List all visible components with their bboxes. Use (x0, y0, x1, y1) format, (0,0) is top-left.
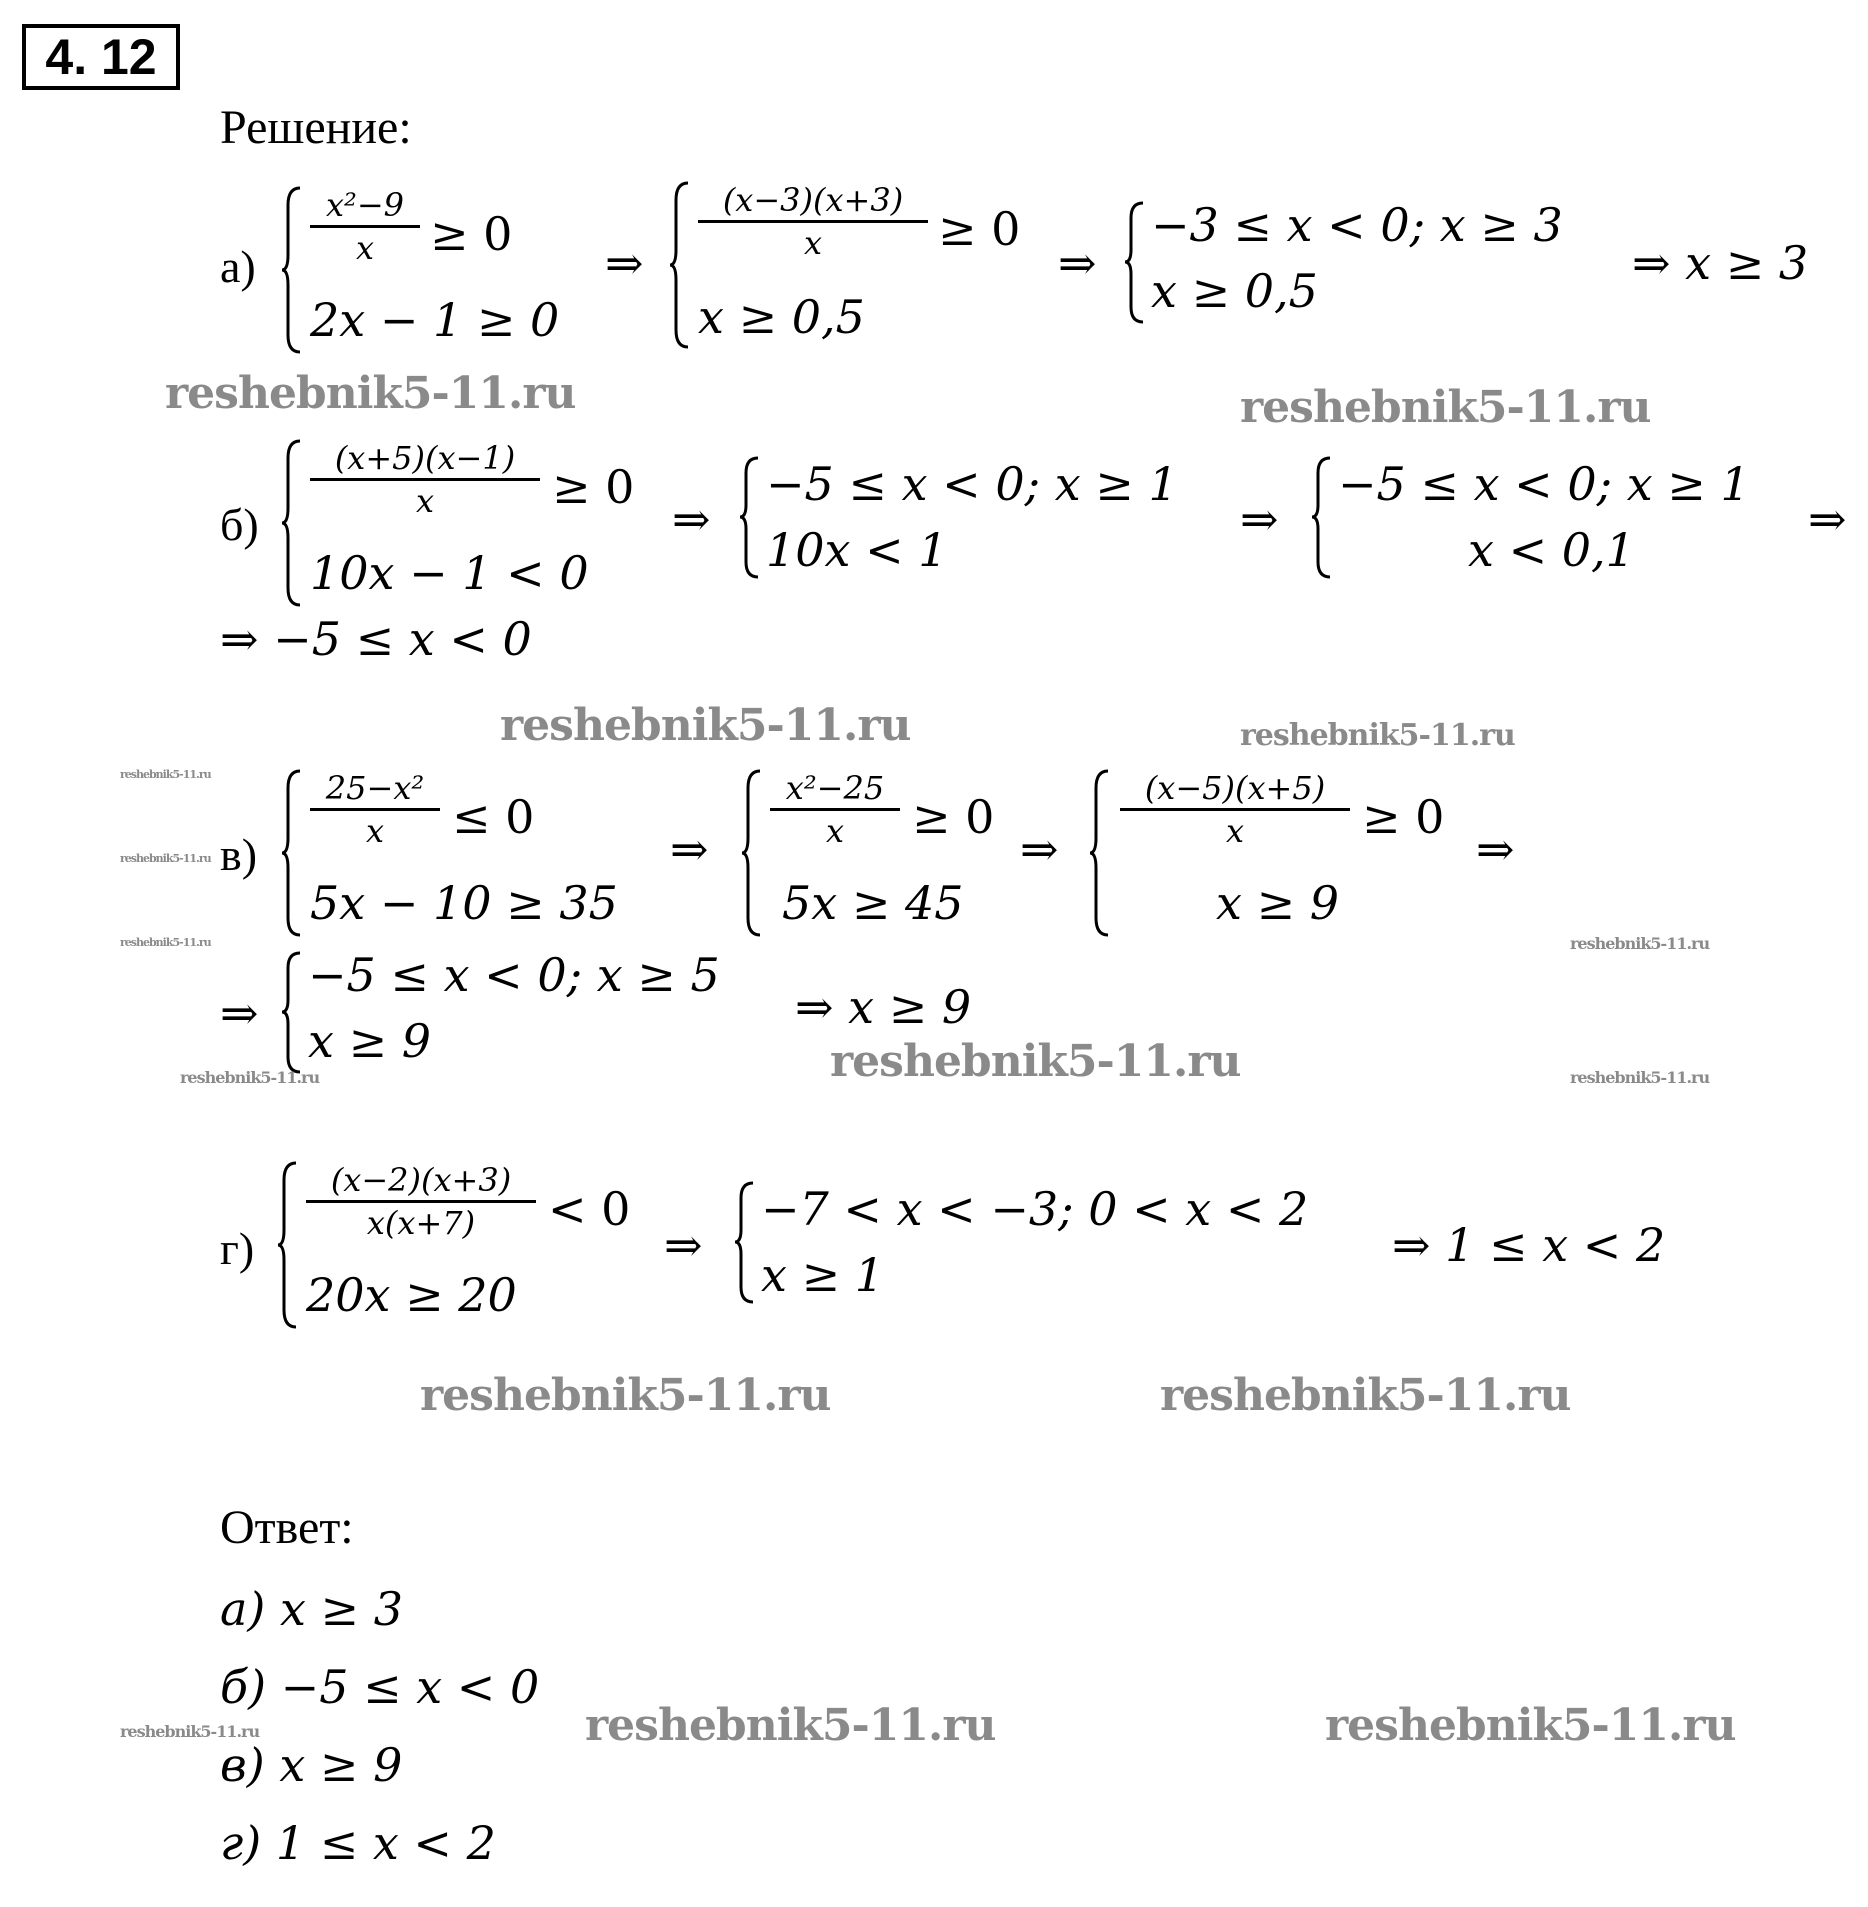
part-b-result: ⇒ −5 ≤ x < 0 (220, 612, 532, 666)
brace-icon (282, 185, 304, 355)
brace-icon (282, 768, 304, 938)
system-line: 2x − 1 ≥ 0 (310, 293, 560, 347)
implies-arrow: ⇒ (1808, 492, 1847, 546)
brace-icon (670, 180, 692, 350)
inequality-rhs: ≥ 0 (912, 790, 995, 844)
answer-c: в) x ≥ 9 (220, 1738, 403, 1792)
watermark: reshebnik5-11.ru (1325, 1700, 1736, 1751)
answer-b: б) −5 ≤ x < 0 (220, 1660, 540, 1714)
watermark: reshebnik5-11.ru (1160, 1370, 1571, 1421)
fraction (310, 768, 440, 851)
answer-a: а) x ≥ 3 (220, 1582, 403, 1636)
system-line: −5 ≤ x < 0; x ≥ 1 (766, 457, 1178, 511)
watermark: reshebnik5-11.ru (120, 936, 211, 949)
system-line: −5 ≤ x < 0; x ≥ 1 (1338, 457, 1750, 511)
implies-arrow: ⇒ (1058, 236, 1097, 290)
watermark: reshebnik5-11.ru (120, 1722, 260, 1741)
system-line: −3 ≤ x < 0; x ≥ 3 (1151, 198, 1563, 252)
watermark: reshebnik5-11.ru (1240, 718, 1515, 753)
watermark: reshebnik5-11.ru (165, 368, 576, 419)
inequality-rhs: < 0 (548, 1182, 631, 1236)
implies-arrow: ⇒ (220, 986, 259, 1040)
implies-arrow: ⇒ (670, 822, 709, 876)
implies-arrow: ⇒ (1476, 822, 1515, 876)
system-line: 20x ≥ 20 (306, 1268, 517, 1322)
denominator: x (365, 812, 385, 850)
numerator: (x+5)(x−1) (334, 439, 516, 477)
inequality-rhs: ≥ 0 (1362, 790, 1445, 844)
system-line: 5x ≥ 45 (782, 876, 964, 930)
denominator: x (1225, 812, 1245, 850)
watermark: reshebnik5-11.ru (180, 1068, 320, 1087)
denominator: x (825, 812, 845, 850)
denominator: x (355, 229, 375, 267)
part-c-system-2 (742, 768, 1042, 938)
system-line: −7 < x < −3; 0 < x < 2 (761, 1182, 1309, 1236)
system-line: x ≥ 0,5 (698, 290, 865, 344)
numerator: x²−9 (325, 186, 405, 224)
watermark: reshebnik5-11.ru (420, 1370, 831, 1421)
part-b-system-1 (282, 438, 682, 608)
part-b-system-2 (740, 455, 1260, 580)
inequality-rhs: ≥ 0 (430, 207, 513, 261)
inequality-rhs: ≥ 0 (938, 202, 1021, 256)
part-b-label: б) (220, 499, 259, 550)
brace-icon (742, 768, 764, 938)
system-line: 10x < 1 (766, 523, 948, 577)
watermark: reshebnik5-11.ru (120, 852, 211, 865)
system-line: 5x − 10 ≥ 35 (310, 876, 618, 930)
part-a-system-3 (1125, 200, 1625, 325)
watermark: reshebnik5-11.ru (830, 1036, 1241, 1087)
watermark: reshebnik5-11.ru (585, 1700, 996, 1751)
implies-arrow: ⇒ (1020, 822, 1059, 876)
system-line: x ≥ 9 (1216, 876, 1339, 930)
part-a-label: а) (220, 241, 256, 292)
watermark: reshebnik5-11.ru (1570, 934, 1710, 953)
denominator: x (415, 482, 435, 520)
part-c-system-3 (1090, 768, 1490, 938)
system-line: x ≥ 1 (761, 1248, 884, 1302)
system-line: 10x − 1 < 0 (310, 546, 589, 600)
numerator: (x−2)(x+3) (330, 1161, 512, 1199)
fraction (306, 1160, 536, 1243)
part-c-label: в) (220, 829, 258, 880)
part-d-result: ⇒ 1 ≤ x < 2 (1392, 1218, 1666, 1272)
numerator: (x−5)(x+5) (1144, 769, 1326, 807)
implies-arrow: ⇒ (1240, 492, 1279, 546)
solution-title: Решение: (220, 101, 412, 154)
part-b-system-3 (1312, 455, 1812, 580)
system-line: x ≥ 0,5 (1151, 264, 1318, 318)
implies-arrow: ⇒ (672, 492, 711, 546)
brace-icon (1090, 768, 1112, 938)
system-line: x < 0,1 (1468, 523, 1635, 577)
part-a-result: ⇒ x ≥ 3 (1632, 236, 1809, 290)
part-d-label: г) (220, 1223, 255, 1274)
inequality-rhs: ≥ 0 (552, 460, 635, 514)
fraction (698, 180, 928, 263)
watermark: reshebnik5-11.ru (1570, 1068, 1710, 1087)
brace-icon (1125, 200, 1147, 325)
brace-icon (278, 1160, 300, 1330)
part-c-system-4 (282, 950, 802, 1075)
system-line: −5 ≤ x < 0; x ≥ 5 (308, 948, 720, 1002)
inequality-rhs: ≤ 0 (452, 790, 535, 844)
implies-arrow: ⇒ (605, 236, 644, 290)
fraction (1120, 768, 1350, 851)
part-a-system-2 (670, 180, 1070, 350)
watermark: reshebnik5-11.ru (120, 768, 211, 781)
brace-icon (740, 455, 762, 580)
denominator: x(x+7) (366, 1204, 476, 1242)
watermark: reshebnik5-11.ru (1240, 382, 1651, 433)
numerator: 25−x² (325, 769, 425, 807)
numerator: (x−3)(x+3) (722, 181, 904, 219)
numerator: x²−25 (785, 769, 885, 807)
implies-arrow: ⇒ (664, 1218, 703, 1272)
brace-icon (282, 950, 304, 1075)
answer-d: г) 1 ≤ x < 2 (220, 1816, 496, 1870)
brace-icon (282, 438, 304, 608)
answer-title: Ответ: (220, 1501, 354, 1554)
fraction (770, 768, 900, 851)
watermark: reshebnik5-11.ru (500, 700, 911, 751)
part-c-system-1 (282, 768, 682, 938)
brace-icon (1312, 455, 1334, 580)
denominator: x (803, 224, 823, 262)
part-c-result: ⇒ x ≥ 9 (795, 980, 972, 1034)
brace-icon (735, 1180, 757, 1305)
fraction (310, 185, 420, 268)
part-d-system-1 (278, 1160, 678, 1330)
part-d-system-2 (735, 1180, 1375, 1305)
system-line: x ≥ 9 (308, 1014, 431, 1068)
problem-number: 4. 12 (22, 24, 180, 90)
part-a-system-1 (282, 185, 602, 355)
fraction (310, 438, 540, 521)
